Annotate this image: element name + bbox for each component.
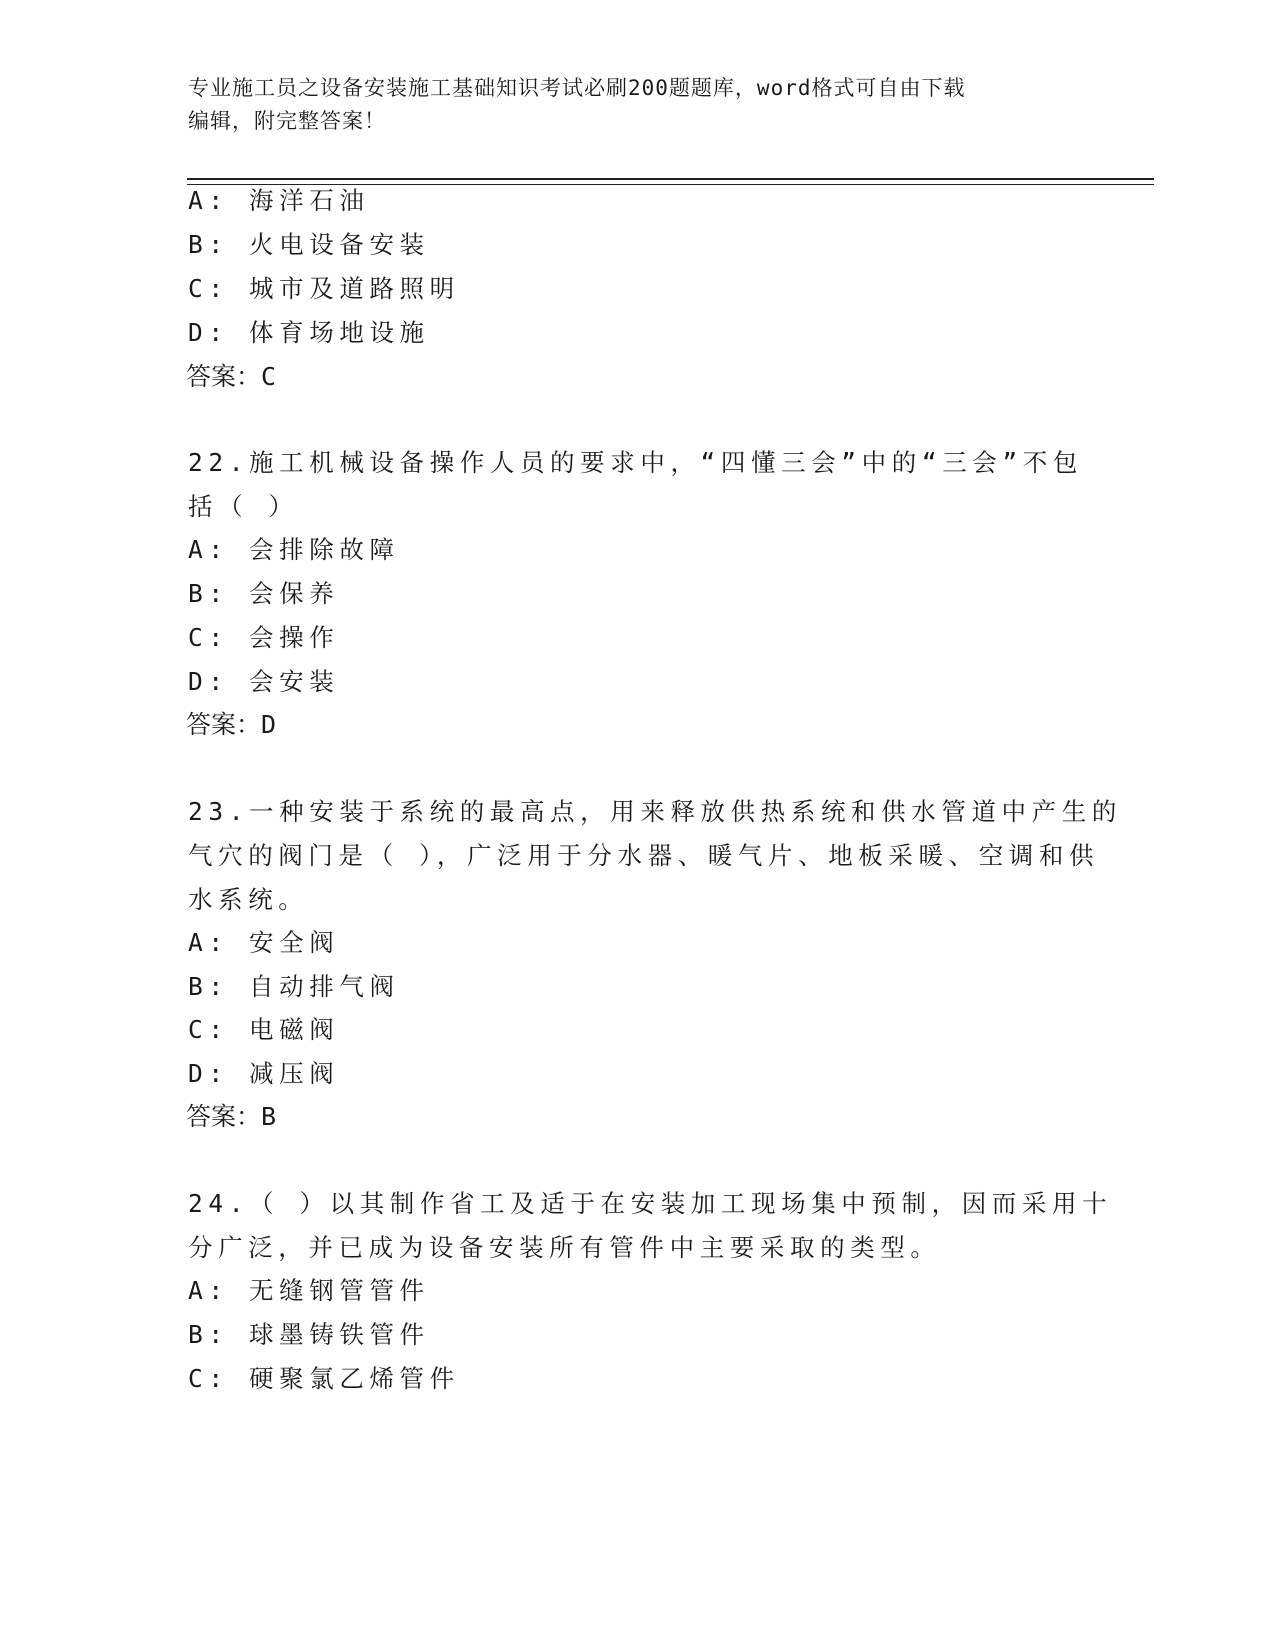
option-d: D: 会安装 (188, 667, 340, 696)
header-divider (187, 178, 1154, 185)
option-c: C: 硬聚氯乙烯管件 (188, 1364, 460, 1393)
option-a: A: 无缝钢管管件 (188, 1276, 430, 1305)
answer (186, 1102, 277, 1132)
option-a: A: 安全阀 (188, 928, 340, 957)
answer-label: 答案： (186, 710, 262, 739)
question-24-text-line-2: 分广泛，并已成为设备安装所有管件中主要采取的类型。 (188, 1233, 941, 1262)
answer (186, 710, 277, 740)
header-line-2: 编辑，附完整答案！ (188, 109, 386, 133)
option-d: D: 减压阀 (188, 1059, 340, 1088)
answer-value: B (261, 1102, 278, 1131)
question-23-text-line-1: 23.一种安装于系统的最高点，用来释放供热系统和供水管道中产生的 (188, 797, 1122, 826)
document-header (188, 72, 1088, 138)
option-c: C: 会操作 (188, 623, 340, 652)
option-a: A: 会排除故障 (188, 535, 400, 564)
option-a: A: 海洋石油 (188, 186, 370, 215)
option-b: B: 自动排气阀 (188, 972, 400, 1001)
answer-value: D (261, 710, 278, 739)
answer-value: C (261, 362, 278, 391)
header-line-1: 专业施工员之设备安装施工基础知识考试必刷200题题库，word格式可自由下载 (188, 76, 966, 100)
answer-label: 答案： (186, 1102, 262, 1131)
option-b: B: 球墨铸铁管件 (188, 1320, 430, 1349)
option-b: B: 火电设备安装 (188, 230, 430, 259)
option-b: B: 会保养 (188, 579, 340, 608)
question-22-text-line-1: 22.施工机械设备操作人员的要求中，“四懂三会”中的“三会”不包 (188, 448, 1083, 477)
question-22-text-line-2: 括（ ） (188, 492, 299, 521)
question-23-text-line-2: 气穴的阀门是（ ），广泛用于分水器、暖气片、地板采暖、空调和供 (188, 841, 1100, 870)
question-24-text-line-1: 24.（ ）以其制作省工及适于在安装加工现场集中预制，因而采用十 (188, 1189, 1113, 1218)
answer-label: 答案： (186, 362, 262, 391)
question-23-text-line-3: 水系统。 (188, 885, 309, 914)
option-d: D: 体育场地设施 (188, 318, 430, 347)
option-c: C: 城市及道路照明 (188, 274, 460, 303)
answer (186, 362, 277, 392)
option-c: C: 电磁阀 (188, 1015, 340, 1044)
